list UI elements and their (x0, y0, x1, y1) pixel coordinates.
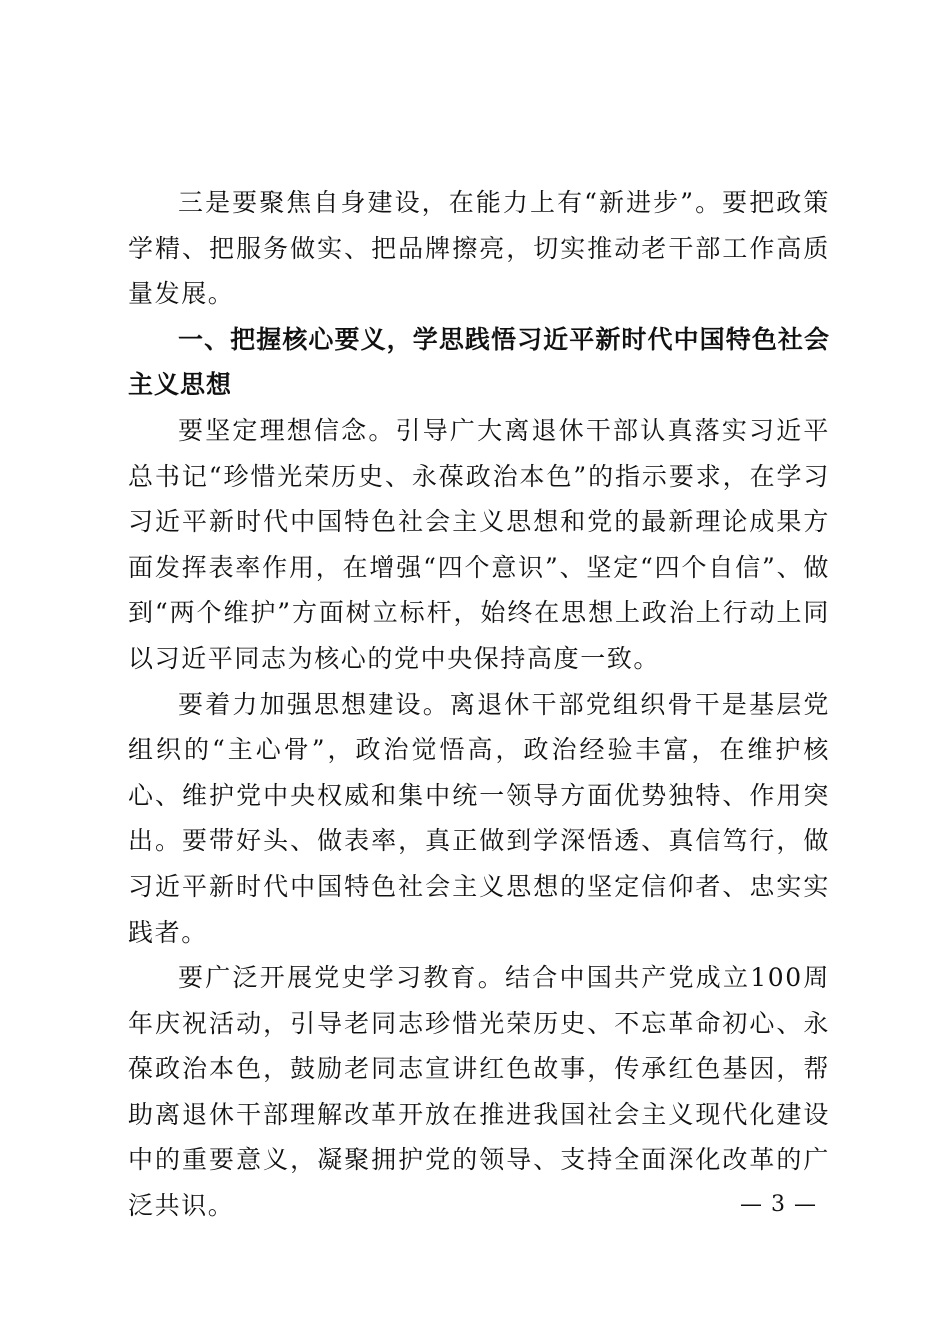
paragraph-intro: 三是要聚焦自身建设，在能力上有“新进步”。要把政策学精、把服务做实、把品牌擦亮，切实推动老干部工作高质量发展。 (128, 188, 830, 309)
paragraph-party-history: 要广泛开展党史学习教育。结合中国共产党成立100周年庆祝活动，引导老同志珍惜光荣历史、不忘革命初心、永葆政治本色，鼓励老同志宣讲红色故事，传承红色基因，帮助离退休干部理解改革开放在推进我国社会主义现代化建设中的重要意义，凝聚拥护党的领导、支持全面深化改革的广泛共识。 (128, 963, 830, 1221)
document-body (128, 180, 830, 1229)
paragraph-thought-building: 要着力加强思想建设。离退休干部党组织骨干是基层党组织的“主心骨”，政治觉悟高，政治经验丰富，在维护核心、维护党中央权威和集中统一领导方面优势独特、作用突出。要带好头、做表率，真正做到学深悟透、真信笃行，做习近平新时代中国特色社会主义思想的坚定信仰者、忠实实践者。 (128, 689, 830, 947)
paragraph-ideals: 要坚定理想信念。引导广大离退休干部认真落实习近平总书记“珍惜光荣历史、永葆政治本色”的指示要求，在学习习近平新时代中国特色社会主义思想和党的最新理论成果方面发挥表率作用，在增强“四个意识”、坚定“四个自信”、做到“两个维护”方面树立标杆，始终在思想上政治上行动上同以习近平同志为核心的党中央保持高度一致。 (128, 415, 830, 673)
section-heading-1: 一、把握核心要义，学思践悟习近平新时代中国特色社会主义思想 (128, 324, 830, 400)
page-number: — 3 — (740, 1192, 817, 1217)
